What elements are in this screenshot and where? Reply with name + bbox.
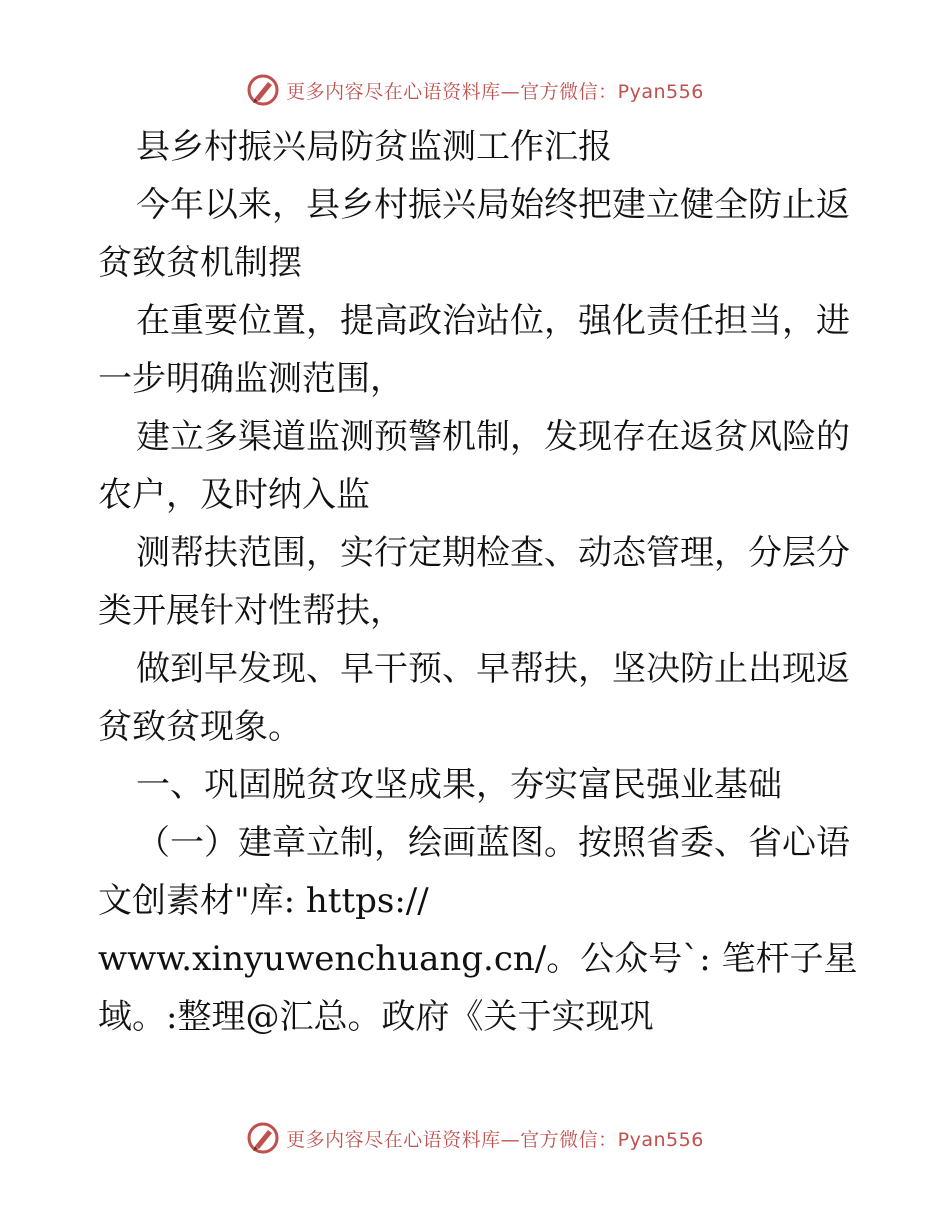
paragraph-last-line: 域。:整理@汇总。政府《关于实现巩	[98, 997, 654, 1037]
section-heading: 一、巩固脱贫攻坚成果，夯实富民强业基础	[136, 765, 782, 805]
document-title: 县乡村振兴局防贫监测工作汇报	[136, 127, 612, 167]
watermark-text: 更多内容尽在心语资料库—官方微信：Pyan556	[286, 80, 704, 103]
watermark-text: 更多内容尽在心语资料库—官方微信：Pyan556	[286, 1128, 704, 1151]
paragraph: 测帮扶范围，实行定期检查、动态管理，分层分类开展针对性帮扶，	[98, 533, 850, 631]
paragraph: 建立多渠道监测预警机制，发现存在返贫风险的农户，及时纳入监	[98, 417, 850, 515]
pen-circle-logo-icon	[246, 73, 280, 107]
paragraph: 在重要位置，提高政治站位，强化责任担当，进一步明确监测范围，	[98, 301, 850, 399]
paragraph: 今年以来，县乡村振兴局始终把建立健全防止返贫致贫机制摆	[98, 185, 850, 283]
watermark-banner-top	[0, 70, 950, 110]
paragraph-url-line: www.xinyuwenchuang.cn/。公众号`: 笔杆子星	[98, 939, 858, 979]
watermark-banner-bottom	[0, 1118, 950, 1158]
pen-circle-logo-icon	[246, 1121, 280, 1155]
document-body	[98, 118, 868, 1046]
paragraph: 做到早发现、早干预、早帮扶，坚决防止出现返贫致贫现象。	[98, 649, 850, 747]
paragraph: （一）建章立制，绘画蓝图。按照省委、省心语文创素材"库: https://	[98, 823, 850, 921]
